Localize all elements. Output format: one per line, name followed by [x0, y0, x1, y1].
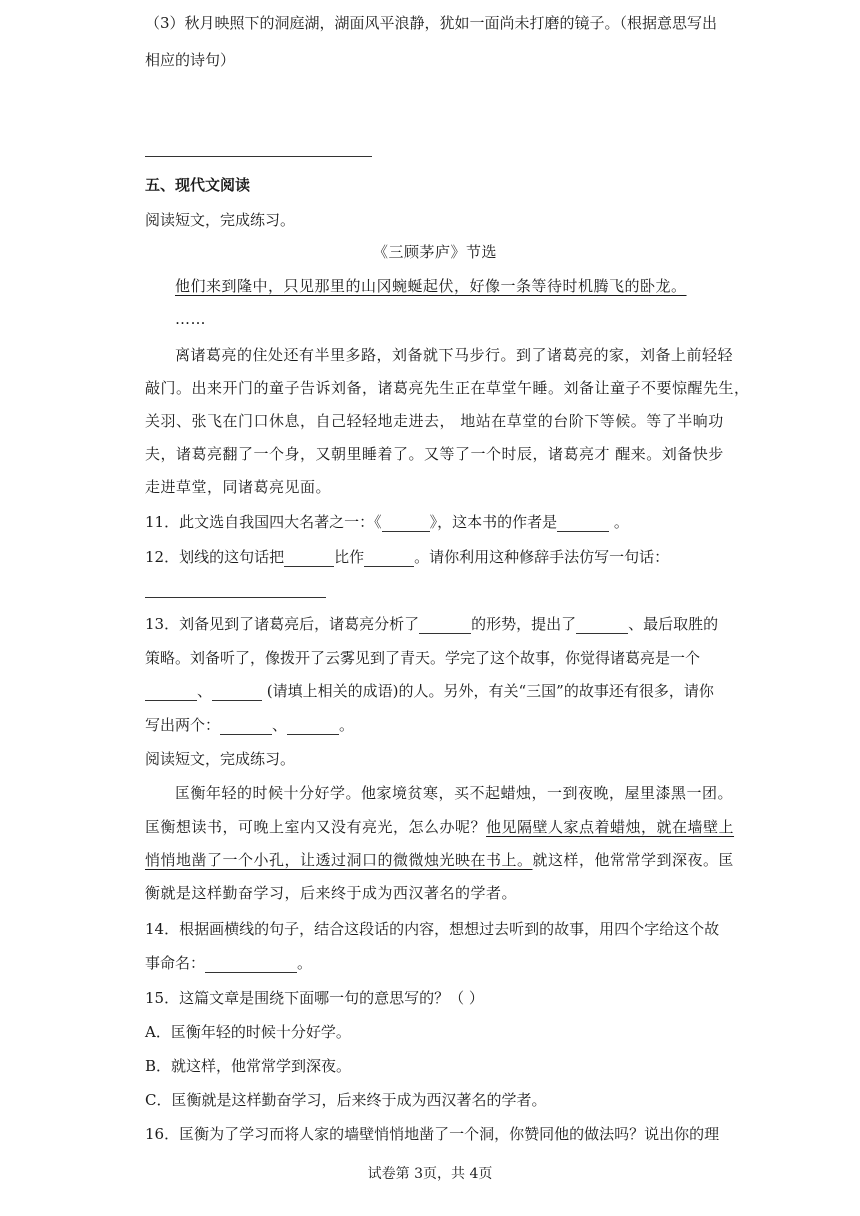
underlined-sentence: 他们来到隆中，只见那里的山冈蜿蜒起伏，好像一条等待时机腾飞的卧龙。	[175, 277, 687, 295]
section-title: 五、现代文阅读	[145, 176, 251, 194]
question-14-line1: 14．根据画横线的句子，结合这段话的内容，想想过去听到的故事，用四个字给这个故	[145, 920, 720, 938]
blank-idiom-1[interactable]	[145, 684, 197, 701]
blank-book[interactable]	[382, 515, 430, 532]
answer-line-q12[interactable]	[145, 597, 326, 598]
question-13-line4: 写出两个： 、 。	[145, 716, 355, 734]
poem-q3-line2: 相应的诗句）	[145, 51, 236, 69]
page-footer: 试卷第 3页，共 4页	[367, 1166, 493, 1182]
passage1-line1: 离诸葛亮的住处还有半里多路，刘备就下马步行。到了诸葛亮的家，刘备上前轻轻	[175, 346, 734, 364]
question-11: 11．此文选自我国四大名著之一：《 》，这本书的作者是 。	[145, 513, 629, 531]
passage2-line4: 衡就是这样勤奋学习，后来终于成为西汉著名的学者。	[145, 884, 518, 902]
passage2-line3: 悄悄地凿了一个小孔，让透过洞口的微微烛光映在书上。就这样，他常常学到深夜。匡	[145, 851, 735, 869]
passage-ellipsis: ……	[175, 310, 206, 328]
passage2-line1: 匡衡年轻的时候十分好学。他家境贫寒，买不起蜡烛，一到夜晚，屋里漆黑一团。	[175, 784, 734, 802]
blank-idiom-2[interactable]	[212, 684, 262, 701]
question-12: 12．划线的这句话把 比作 。请你利用这种修辞手法仿写一句话：	[145, 548, 670, 566]
blank-object[interactable]	[364, 550, 414, 567]
underlined-passage2-a: 他见隔壁人家点着蜡烛，就在墙壁上	[486, 818, 735, 836]
blank-story-2[interactable]	[287, 718, 339, 735]
blank-situation[interactable]	[419, 617, 471, 634]
question-13-line3: 、 (请填上相关的成语)的人。另外，有关“三国”的故事还有很多，请你	[145, 681, 725, 701]
blank-author[interactable]	[557, 515, 609, 532]
option-a[interactable]: A．匡衡年轻的时候十分好学。	[145, 1023, 351, 1041]
blank-strategy[interactable]	[576, 617, 628, 634]
passage-title: 《三顾茅庐》节选	[372, 243, 497, 261]
passage1-line4: 夫，诸葛亮翻了一个身，又朝里睡着了。又等了一个时辰，诸葛亮才 醒来。刘备快步	[145, 445, 724, 463]
question-13-line2: 策略。刘备听了，像拨开了云雾见到了青天。学完了这个故事，你觉得诸葛亮是一个	[145, 649, 701, 667]
answer-line-poem[interactable]	[145, 156, 372, 157]
question-15-stem: 15．这篇文章是围绕下面哪一句的意思写的？（ ）	[145, 989, 484, 1007]
passage2-line2: 匡衡想读书，可晚上室内又没有亮光，怎么办呢？他见隔壁人家点着蜡烛，就在墙壁上	[145, 818, 735, 836]
reading-instruction: 阅读短文，完成练习。	[145, 211, 296, 229]
passage1-line2: 敲门。出来开门的童子告诉刘备，诸葛亮先生正在草堂午睡。刘备让童子不要惊醒先生，	[145, 379, 750, 397]
option-c[interactable]: C．匡衡就是这样勤奋学习，后来终于成为西汉著名的学者。	[145, 1091, 547, 1109]
blank-story-title[interactable]	[205, 956, 297, 973]
question-16-stem: 16．匡衡为了学习而将人家的墙壁悄悄地凿了一个洞，你赞同他的做法吗？说出你的理	[145, 1125, 720, 1143]
option-b[interactable]: B．就这样，他常常学到深夜。	[145, 1057, 352, 1075]
question-13-line1: 13．刘备见到了诸葛亮后，诸葛亮分析了 的形势，提出了 、最后取胜的	[145, 615, 719, 633]
question-14-line2: 事命名： 。	[145, 954, 313, 972]
underlined-passage2-b: 悄悄地凿了一个小孔，让透过洞口的微微烛光映在书上。	[145, 851, 533, 869]
reading-instruction-2: 阅读短文，完成练习。	[145, 750, 296, 768]
passage1-line5: 走进草堂，同诸葛亮见面。	[145, 478, 332, 496]
blank-story-1[interactable]	[220, 718, 272, 735]
passage1-line3: 关羽、张飞在门口休息，自己轻轻地走进去， 地站在草堂的台阶下等候。等了半晌功	[145, 412, 724, 430]
poem-q3-line1: （3）秋月映照下的洞庭湖，湖面风平浪静，犹如一面尚未打磨的镜子。（根据意思写出	[145, 14, 718, 32]
blank-subject[interactable]	[284, 550, 334, 567]
